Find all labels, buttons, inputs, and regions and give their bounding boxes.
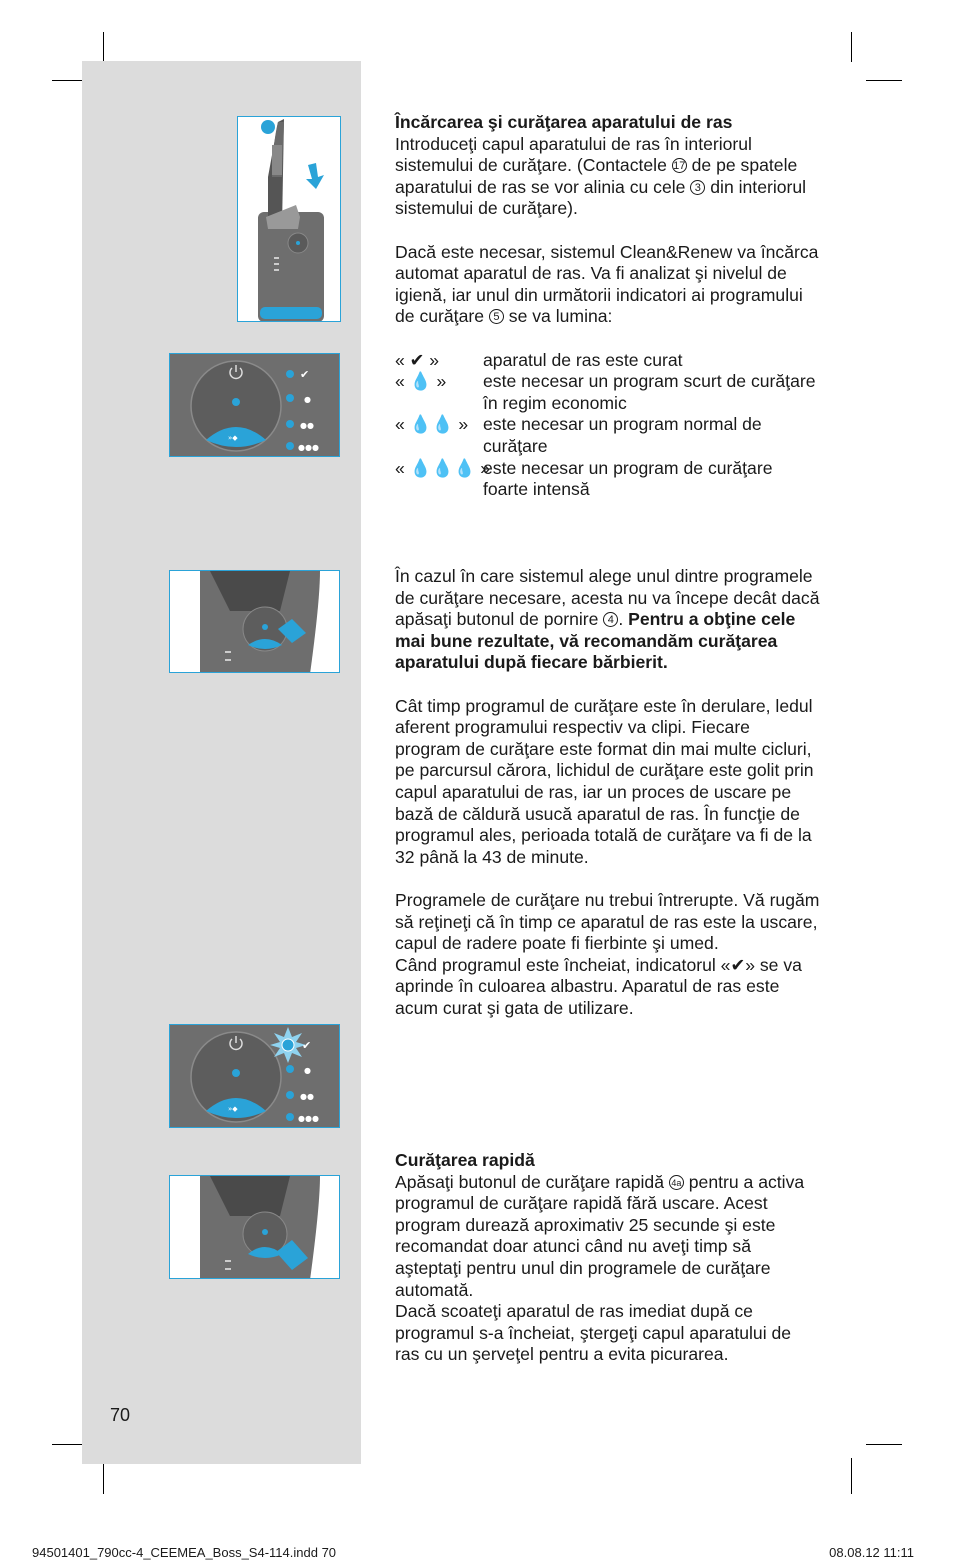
crop-mark <box>866 80 902 81</box>
text: din interiorul sistemului de curăţare). <box>395 176 807 219</box>
figure-indicator-panel <box>169 353 340 457</box>
crop-mark <box>52 80 82 81</box>
text: Introduceţi capul aparatului de ras în interiorul sistemului de curăţare. (Contactele <box>395 133 752 176</box>
footer-file-info: 94501401_790cc-4_CEEMEA_Boss_S4-114.indd 70 <box>32 1545 337 1560</box>
indicator-text: este necesar un program normal de curăţare <box>483 414 762 456</box>
svg-text:●●●: ●●● <box>298 1114 319 1123</box>
svg-text:✔: ✔ <box>302 1039 312 1052</box>
text: . <box>618 609 624 630</box>
indicator-symbol: « 💧💧💧 » <box>395 457 491 478</box>
crop-mark <box>851 1458 852 1494</box>
footer-date-time: 08.08.12 11:11 <box>829 1545 914 1560</box>
paragraph <box>395 955 820 1020</box>
svg-text:●●: ●● <box>300 421 314 430</box>
section-quick-clean <box>395 1150 820 1366</box>
text: În cazul în care sistemul alege unul dintre programele de curăţare necesare, acesta nu va începe decât dacă apăsaţi butonul de pornire <box>395 566 820 630</box>
reference-number: 3 <box>690 180 705 195</box>
crop-mark <box>52 1444 82 1445</box>
section-heading: Încărcarea şi curăţarea aparatului de ras <box>395 112 733 132</box>
text: pentru a activa programul de curăţare rapidă fără uscare. Acest program durează aproximativ 25 secunde şi este recomandat doar atunci când nu aveţi timp să aşteptaţi pentru unul din programele de curăţare automată. <box>395 1171 805 1300</box>
indicator-symbol: « 💧 » <box>395 371 447 392</box>
indicator-item <box>395 371 820 414</box>
reference-number: 4 <box>603 612 618 627</box>
figure-shaver-insert <box>237 116 341 322</box>
paragraph <box>395 1172 820 1302</box>
section-heading: Curăţarea rapidă <box>395 1150 535 1170</box>
svg-text:»◆: »◆ <box>228 1105 238 1113</box>
paragraph: Dacă scoateţi aparatul de ras imediat după ce programul s-a încheiat, ştergeţi capul aparatului de ras cu un şerveţel pentru a evita picurarea. <box>395 1301 792 1365</box>
paragraph: Programele de curăţare nu trebui întrerupte. Vă rugăm să reţineţi că în timp ce aparatul de ras este la uscare, capul de radere poate fi fierbinte şi umed. <box>395 889 820 954</box>
indicator-item <box>395 458 820 501</box>
section-charging-cleaning <box>395 112 820 501</box>
indicator-list <box>395 350 820 501</box>
text: Dacă este necesar, sistemul Clean&Renew va încărca automat aparatul de ras. Va fi analizat şi nivelul de igienă, iar unul din următorii indicatori ai programului de curăţare <box>395 241 819 327</box>
text: » se va aprinde în culoarea albastru. Aparatul de ras este acum curat şi gata de utilizare. <box>395 954 802 1018</box>
indicator-symbol: « 💧💧 » <box>395 414 469 435</box>
indicator-item <box>395 350 820 372</box>
svg-text:●●●: ●●● <box>298 443 319 452</box>
crop-mark <box>851 32 852 62</box>
paragraph <box>395 566 820 674</box>
text: Când programul este încheiat, indicatorul « <box>395 954 731 975</box>
indicator-text: este necesar un program de curăţare foarte intensă <box>483 457 773 500</box>
crop-mark <box>103 32 104 62</box>
reference-number: 5 <box>489 309 504 324</box>
indicator-symbol: « ✔ » <box>395 349 440 370</box>
indicator-text: aparatul de ras este curat <box>483 349 683 370</box>
reference-number: 17 <box>673 160 686 173</box>
text: se va lumina: <box>508 306 613 327</box>
check-symbol: ✔ <box>730 954 746 975</box>
paragraph: Cât timp programul de curăţare este în derulare, ledul aferent programului respectiv va clipi. Fiecare program de curăţare este format din mai multe cicluri, pe parcursul cărora, lichidul de curăţare este golit prin capul aparatului de ras, iar un proces de uscare pe bază de căldură usucă aparatul de ras. În funcţie de programul ales, perioada totală de curăţare va fi de la 32 până la 43 de minute. <box>395 695 814 867</box>
section-program-start <box>395 566 820 1019</box>
page-number: 70 <box>110 1405 131 1425</box>
svg-text:»◆: »◆ <box>228 434 238 442</box>
figure-indicator-panel-lit <box>169 1024 340 1128</box>
crop-mark <box>866 1444 902 1445</box>
svg-text:●●: ●● <box>300 1092 314 1101</box>
text: Apăsaţi butonul de curăţare rapidă <box>395 1171 664 1192</box>
svg-text:●: ● <box>304 395 311 404</box>
paragraph <box>395 242 820 328</box>
figure-quick-clean-button <box>169 1175 340 1279</box>
svg-text:✔: ✔ <box>300 368 310 381</box>
indicator-item <box>395 414 820 457</box>
paragraph <box>395 134 820 220</box>
svg-text:●: ● <box>304 1066 311 1075</box>
reference-number: 4a <box>669 1175 684 1190</box>
bold-recommendation: Pentru a obţine cele mai bune rezultate, vă recomandăm curăţarea aparatului după fiecare bărbierit. <box>395 609 796 673</box>
indicator-text: este necesar un program scurt de curăţare în regim economic <box>483 371 816 413</box>
figure-start-button <box>169 570 340 673</box>
text: de pe spatele aparatului de ras se vor alinia cu cele <box>395 155 798 197</box>
